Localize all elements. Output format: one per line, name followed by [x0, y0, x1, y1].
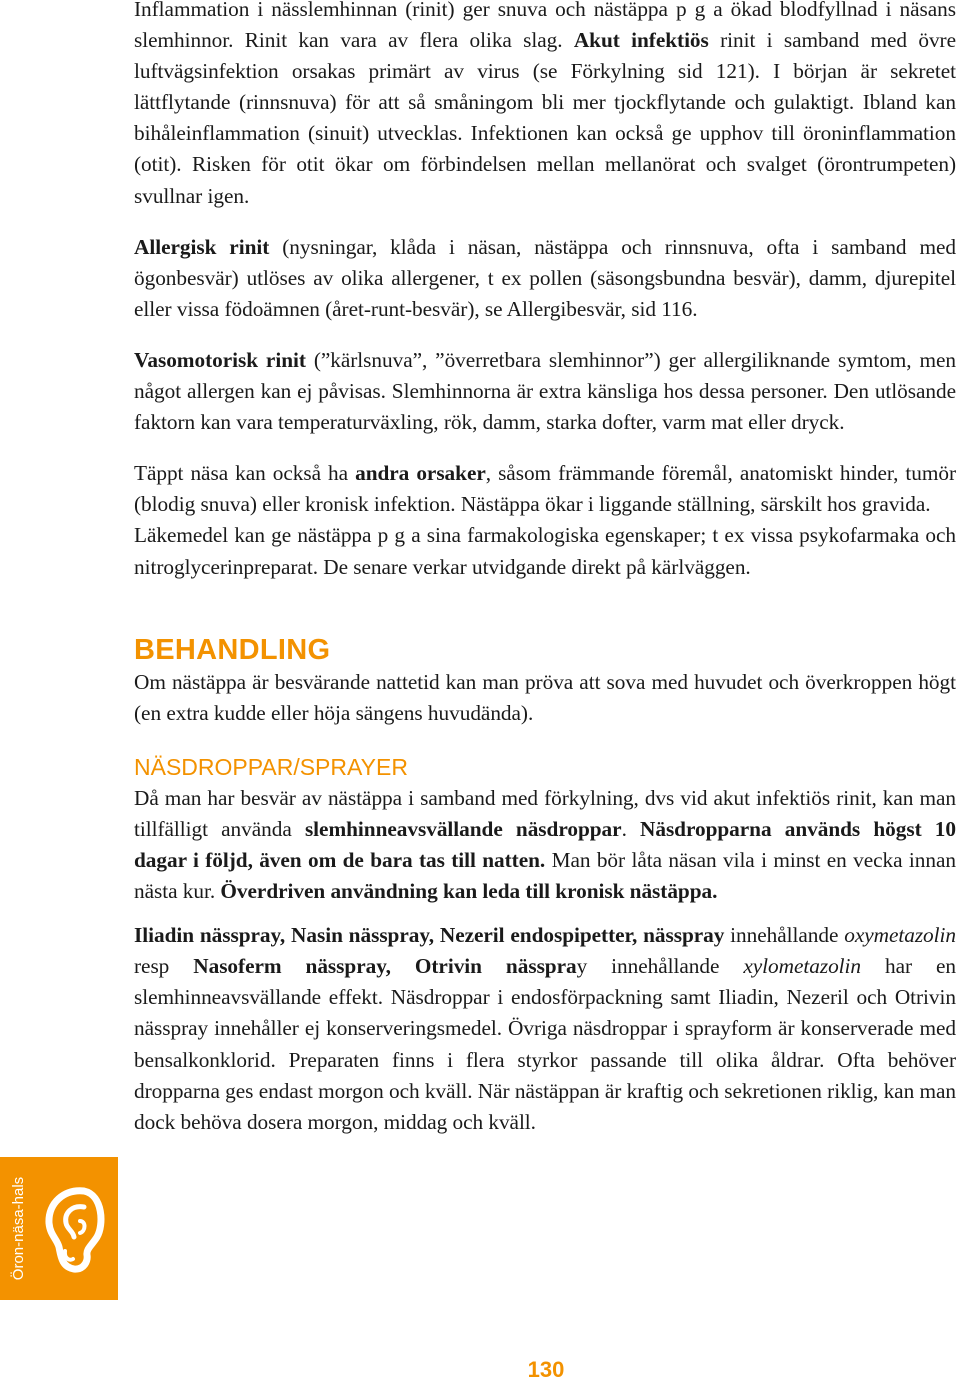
- text-run: resp: [134, 954, 194, 979]
- text-run: y innehållande: [576, 954, 744, 979]
- paragraph-vasomotorisk-rinit: [134, 345, 956, 438]
- paragraph-behandling: [134, 667, 956, 729]
- paragraph-akut-infektios-rinit: [134, 0, 956, 212]
- text-run: Man bör låta näsan vila i minst en vecka innan nästa kur.: [134, 847, 956, 904]
- term-allergisk-rinit: Allergisk rinit: [134, 234, 270, 259]
- product-names-xylometazolin: Nasoferm nässpray, Otrivin nässpra: [193, 954, 577, 979]
- paragraph-andra-orsaker: [134, 458, 956, 520]
- substance-xylometazolin: xylometazolin: [743, 954, 861, 979]
- text-run: har en slemhinneavsvällande effekt. Näsdroppar i endosförpackning samt Iliadin, Nezeril och Otrivin nässpray innehåller ej konserveringsmedel. Övriga näsdroppar i sprayform är konserverade med bensalkonklorid. Preparaten finns i flera styrkor passande till olika åldrar. Ofta behöver dropparna ges endast morgon och kväll. När nästäppan är kraftig och sekretionen riklig, kan man dock behöva dosera morgon, middag och kväll.: [134, 954, 956, 1134]
- section-tab-label-wrap: [2, 1157, 36, 1300]
- paragraph-lakemedel: [134, 520, 956, 582]
- main-text-column: [134, 0, 956, 1138]
- warning-max-10-days: Näsdropparna används högst 10 dagar i följd, även om de bara tas till natten.: [134, 816, 956, 872]
- term-vasomotorisk-rinit: Vasomotorisk rinit: [134, 347, 306, 372]
- section-tab: [0, 1157, 118, 1300]
- text-run: Inflammation i nässlemhinnan (rinit) ger snuva och nästäppa p g a ökad blodfyllnad i näsans slemhinnor. Rinit kan vara av flera olika slag.: [134, 0, 956, 53]
- product-names-oxymetazolin: Iliadin nässpray, Nasin nässpray, Nezeril endospipetter, nässpray: [134, 923, 725, 948]
- page-number: 130: [527, 1357, 565, 1382]
- paragraph-nasdroppar: [134, 783, 956, 907]
- term-akut-infektios: Akut infektiös: [573, 28, 709, 53]
- text-run: Då man har besvär av nästäppa i samband med förkylning, dvs vid akut infektiös rinit, kan man tillfälligt använda: [134, 785, 956, 841]
- text-run: Täppt näsa kan också ha: [134, 461, 356, 486]
- term-andra-orsaker: andra orsaker: [355, 461, 486, 486]
- text-run: (”kärlsnuva”, ”överretbara slemhinnor”) ger allergiliknande symtom, men något allergen kan ej påvisas. Slemhinnorna är extra känsliga hos dessa personer. Den utlösande faktorn kan vara temperaturväxling, rök, damm, starka dofter, varm mat eller dryck.: [134, 347, 956, 435]
- text-run: , såsom främmande föremål, anatomiskt hinder, tumör (blodig snuva) eller kronisk infektion. Nästäppa ökar i liggande ställning, särskilt hos gravida.: [134, 461, 957, 517]
- paragraph-preparat: [134, 920, 956, 1138]
- text-run: (nysningar, klåda i näsan, nästäppa och rinnsnuva, ofta i samband med ögonbesvär) utlöses av olika allergener, t ex pollen (säsongsbundna besvär), damm, djurepitel eller vissa födoämnen (året-runt-besvär), se Allergibesvär, sid 116.: [134, 234, 956, 321]
- term-slemhinneavsvallande: slemhinneavsvällande näsdroppar: [304, 816, 622, 841]
- text-run: Om nästäppa är besvärande nattetid kan man pröva att sova med huvudet och överkroppen högt (en extra kudde eller höja sängens huvudända).: [134, 669, 956, 725]
- text-run: rinit i samband med övre luftvägsinfektion orsakas primärt av virus (se Förkylning sid 121). I början är sekretet lättflytande (rinnsnuva) för att så småningom bli mer tjockflytande och gulaktigt. Ibland kan bihåleinflammation (sinuit) utvecklas. Infektionen kan också ge upphov till öroninflammation (otit). Risken för otit ökar om förbindelsen mellan mellanörat och svalget (örontrumpeten) svullnar igen.: [134, 28, 956, 208]
- ear-icon: [40, 1187, 108, 1273]
- heading-nasdroppar-sprayer: NÄSDROPPAR/SPRAYER: [134, 753, 408, 780]
- section-tab-label: Öron-näsa-hals: [10, 1176, 28, 1281]
- heading-behandling: BEHANDLING: [134, 633, 331, 666]
- substance-oxymetazolin: oxymetazolin: [844, 923, 956, 948]
- text-run: Läkemedel kan ge nästäppa p g a sina farmakologiska egenskaper; t ex vissa psykofarmaka och nitroglycerinpreparat. De senare verkar utvidgande direkt på kärlväggen.: [134, 523, 956, 579]
- text-run: innehållande: [724, 923, 845, 948]
- text-run: .: [621, 816, 641, 841]
- paragraph-allergisk-rinit: [134, 232, 956, 325]
- warning-overuse: Överdriven användning kan leda till kronisk nästäppa.: [220, 879, 718, 904]
